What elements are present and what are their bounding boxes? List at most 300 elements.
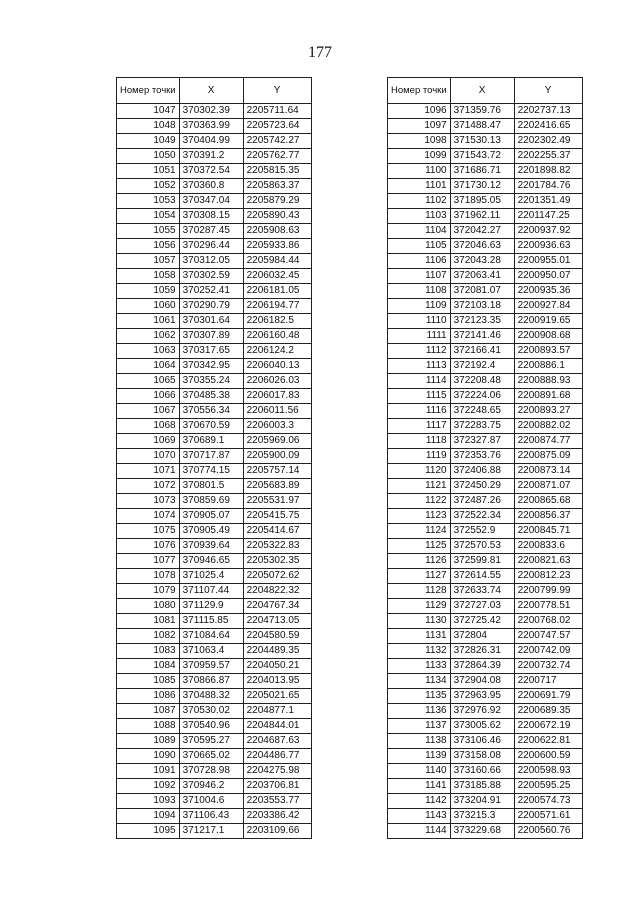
point-number-cell: 1053 — [117, 194, 180, 209]
x-coordinate-cell: 371686.71 — [450, 164, 514, 179]
x-coordinate-cell: 370728.98 — [179, 764, 243, 779]
point-number-cell: 1089 — [117, 734, 180, 749]
table-row — [117, 764, 312, 779]
x-coordinate-cell: 372570.53 — [450, 539, 514, 554]
y-coordinate-cell: 2206003.3 — [243, 419, 311, 434]
table-row — [388, 359, 583, 374]
y-coordinate-cell: 2200571.61 — [514, 809, 582, 824]
x-coordinate-cell: 372552.9 — [450, 524, 514, 539]
x-coordinate-cell: 371359.76 — [450, 104, 514, 119]
y-coordinate-cell: 2205415.75 — [243, 509, 311, 524]
point-number-cell: 1139 — [388, 749, 451, 764]
table-row — [117, 809, 312, 824]
y-coordinate-cell: 2200732.74 — [514, 659, 582, 674]
header-point-number: Номер точки — [117, 78, 180, 104]
table-row — [388, 674, 583, 689]
x-coordinate-cell: 370296.44 — [179, 239, 243, 254]
point-number-cell: 1078 — [117, 569, 180, 584]
point-number-cell: 1051 — [117, 164, 180, 179]
x-coordinate-cell: 370355.24 — [179, 374, 243, 389]
point-number-cell: 1085 — [117, 674, 180, 689]
x-coordinate-cell: 370301.64 — [179, 314, 243, 329]
y-coordinate-cell: 2204844.01 — [243, 719, 311, 734]
table-row — [388, 404, 583, 419]
x-coordinate-cell: 370946.65 — [179, 554, 243, 569]
x-coordinate-cell: 370342.95 — [179, 359, 243, 374]
point-number-cell: 1093 — [117, 794, 180, 809]
point-number-cell: 1055 — [117, 224, 180, 239]
point-number-cell: 1082 — [117, 629, 180, 644]
point-number-cell: 1143 — [388, 809, 451, 824]
point-number-cell: 1075 — [117, 524, 180, 539]
y-coordinate-cell: 2204013.95 — [243, 674, 311, 689]
table-row — [117, 299, 312, 314]
point-number-cell: 1104 — [388, 224, 451, 239]
table-row — [117, 194, 312, 209]
x-coordinate-cell: 370905.49 — [179, 524, 243, 539]
y-coordinate-cell: 2200893.27 — [514, 404, 582, 419]
x-coordinate-cell: 372103.18 — [450, 299, 514, 314]
point-number-cell: 1047 — [117, 104, 180, 119]
x-coordinate-cell: 370774.15 — [179, 464, 243, 479]
y-coordinate-cell: 2205890.43 — [243, 209, 311, 224]
x-coordinate-cell: 372522.34 — [450, 509, 514, 524]
table-row — [117, 209, 312, 224]
y-coordinate-cell: 2200891.68 — [514, 389, 582, 404]
x-coordinate-cell: 372406.88 — [450, 464, 514, 479]
table-row — [388, 419, 583, 434]
x-coordinate-cell: 371025.4 — [179, 569, 243, 584]
y-coordinate-cell: 2205414.67 — [243, 524, 311, 539]
point-number-cell: 1099 — [388, 149, 451, 164]
y-coordinate-cell: 2206011.56 — [243, 404, 311, 419]
y-coordinate-cell: 2205531.97 — [243, 494, 311, 509]
point-number-cell: 1119 — [388, 449, 451, 464]
y-coordinate-cell: 2204877.1 — [243, 704, 311, 719]
y-coordinate-cell: 2204275.98 — [243, 764, 311, 779]
table-row — [388, 209, 583, 224]
point-number-cell: 1057 — [117, 254, 180, 269]
table-row — [388, 314, 583, 329]
y-coordinate-cell: 2200856.37 — [514, 509, 582, 524]
point-number-cell: 1065 — [117, 374, 180, 389]
point-number-cell: 1102 — [388, 194, 451, 209]
point-number-cell: 1108 — [388, 284, 451, 299]
table-row — [117, 419, 312, 434]
x-coordinate-cell: 373204.91 — [450, 794, 514, 809]
point-number-cell: 1125 — [388, 539, 451, 554]
x-coordinate-cell: 372963.95 — [450, 689, 514, 704]
x-coordinate-cell: 370317.65 — [179, 344, 243, 359]
table-row — [388, 104, 583, 119]
x-coordinate-cell: 372614.55 — [450, 569, 514, 584]
point-number-cell: 1136 — [388, 704, 451, 719]
point-number-cell: 1079 — [117, 584, 180, 599]
table-row — [117, 164, 312, 179]
table-row — [388, 629, 583, 644]
point-number-cell: 1087 — [117, 704, 180, 719]
point-number-cell: 1067 — [117, 404, 180, 419]
point-number-cell: 1061 — [117, 314, 180, 329]
x-coordinate-cell: 370287.45 — [179, 224, 243, 239]
y-coordinate-cell: 2205683.89 — [243, 479, 311, 494]
y-coordinate-cell: 2200871.07 — [514, 479, 582, 494]
table-row — [388, 164, 583, 179]
y-coordinate-cell: 2205984.44 — [243, 254, 311, 269]
y-coordinate-cell: 2204822.32 — [243, 584, 311, 599]
x-coordinate-cell: 370488.32 — [179, 689, 243, 704]
table-row — [388, 779, 583, 794]
x-coordinate-cell: 372727.03 — [450, 599, 514, 614]
x-coordinate-cell: 371217.1 — [179, 824, 243, 839]
point-number-cell: 1101 — [388, 179, 451, 194]
table-row — [388, 704, 583, 719]
x-coordinate-cell: 370540.96 — [179, 719, 243, 734]
table-row — [117, 824, 312, 839]
x-coordinate-cell: 371543.72 — [450, 149, 514, 164]
table-row — [117, 644, 312, 659]
table-row — [117, 389, 312, 404]
y-coordinate-cell: 2200595.25 — [514, 779, 582, 794]
table-row — [117, 224, 312, 239]
point-number-cell: 1141 — [388, 779, 451, 794]
x-coordinate-cell: 370939.64 — [179, 539, 243, 554]
coordinates-table-left — [116, 77, 312, 839]
point-number-cell: 1088 — [117, 719, 180, 734]
point-number-cell: 1140 — [388, 764, 451, 779]
x-coordinate-cell: 372123.35 — [450, 314, 514, 329]
point-number-cell: 1121 — [388, 479, 451, 494]
table-row — [388, 449, 583, 464]
y-coordinate-cell: 2200935.36 — [514, 284, 582, 299]
y-coordinate-cell: 2200908.68 — [514, 329, 582, 344]
point-number-cell: 1131 — [388, 629, 451, 644]
x-coordinate-cell: 370905.07 — [179, 509, 243, 524]
x-coordinate-cell: 372141.46 — [450, 329, 514, 344]
y-coordinate-cell: 2205815.35 — [243, 164, 311, 179]
x-coordinate-cell: 372487.26 — [450, 494, 514, 509]
table-row — [117, 464, 312, 479]
x-coordinate-cell: 373229.68 — [450, 824, 514, 839]
y-coordinate-cell: 2200873.14 — [514, 464, 582, 479]
point-number-cell: 1070 — [117, 449, 180, 464]
y-coordinate-cell: 2200742.09 — [514, 644, 582, 659]
point-number-cell: 1052 — [117, 179, 180, 194]
y-coordinate-cell: 2205322.83 — [243, 539, 311, 554]
table-row — [388, 329, 583, 344]
point-number-cell: 1097 — [388, 119, 451, 134]
x-coordinate-cell: 370946.2 — [179, 779, 243, 794]
y-coordinate-cell: 2204687.63 — [243, 734, 311, 749]
point-number-cell: 1105 — [388, 239, 451, 254]
table-header-row — [388, 78, 583, 104]
page-number: 177 — [308, 44, 332, 61]
point-number-cell: 1086 — [117, 689, 180, 704]
table-row — [388, 809, 583, 824]
y-coordinate-cell: 2200768.02 — [514, 614, 582, 629]
table-row — [388, 284, 583, 299]
table-row — [117, 179, 312, 194]
point-number-cell: 1133 — [388, 659, 451, 674]
x-coordinate-cell: 370717.87 — [179, 449, 243, 464]
x-coordinate-cell: 373158.08 — [450, 749, 514, 764]
point-number-cell: 1132 — [388, 644, 451, 659]
y-coordinate-cell: 2206124.2 — [243, 344, 311, 359]
x-coordinate-cell: 370252.41 — [179, 284, 243, 299]
table-row — [117, 104, 312, 119]
table-row — [117, 539, 312, 554]
x-coordinate-cell: 370859.69 — [179, 494, 243, 509]
table-row — [117, 494, 312, 509]
table-row — [117, 479, 312, 494]
x-coordinate-cell: 370372.54 — [179, 164, 243, 179]
point-number-cell: 1058 — [117, 269, 180, 284]
table-row — [117, 404, 312, 419]
point-number-cell: 1054 — [117, 209, 180, 224]
y-coordinate-cell: 2200778.51 — [514, 599, 582, 614]
table-row — [117, 569, 312, 584]
y-coordinate-cell: 2205723.64 — [243, 119, 311, 134]
y-coordinate-cell: 2204489.35 — [243, 644, 311, 659]
x-coordinate-cell: 372599.81 — [450, 554, 514, 569]
y-coordinate-cell: 2202416.65 — [514, 119, 582, 134]
y-coordinate-cell: 2206181.05 — [243, 284, 311, 299]
point-number-cell: 1135 — [388, 689, 451, 704]
header-point-number: Номер точки — [388, 78, 451, 104]
table-row — [117, 374, 312, 389]
table-row — [117, 674, 312, 689]
y-coordinate-cell: 2204050.21 — [243, 659, 311, 674]
point-number-cell: 1107 — [388, 269, 451, 284]
x-coordinate-cell: 370363.99 — [179, 119, 243, 134]
table-row — [388, 269, 583, 284]
y-coordinate-cell: 2200886.1 — [514, 359, 582, 374]
y-coordinate-cell: 2200598.93 — [514, 764, 582, 779]
y-coordinate-cell: 2201351.49 — [514, 194, 582, 209]
y-coordinate-cell: 2205969.06 — [243, 434, 311, 449]
x-coordinate-cell: 372633.74 — [450, 584, 514, 599]
point-number-cell: 1077 — [117, 554, 180, 569]
x-coordinate-cell: 370312.05 — [179, 254, 243, 269]
x-coordinate-cell: 370689.1 — [179, 434, 243, 449]
point-number-cell: 1071 — [117, 464, 180, 479]
table-row — [388, 794, 583, 809]
y-coordinate-cell: 2200833.6 — [514, 539, 582, 554]
table-row — [388, 584, 583, 599]
x-coordinate-cell: 372166.41 — [450, 344, 514, 359]
point-number-cell: 1074 — [117, 509, 180, 524]
table-body-right — [388, 104, 583, 839]
y-coordinate-cell: 2205757.14 — [243, 464, 311, 479]
y-coordinate-cell: 2206040.13 — [243, 359, 311, 374]
table-row — [388, 689, 583, 704]
y-coordinate-cell: 2200936.63 — [514, 239, 582, 254]
table-row — [388, 344, 583, 359]
y-coordinate-cell: 2205302.35 — [243, 554, 311, 569]
table-row — [117, 314, 312, 329]
point-number-cell: 1098 — [388, 134, 451, 149]
table-row — [388, 569, 583, 584]
x-coordinate-cell: 372904.08 — [450, 674, 514, 689]
point-number-cell: 1048 — [117, 119, 180, 134]
point-number-cell: 1100 — [388, 164, 451, 179]
table-row — [388, 224, 583, 239]
x-coordinate-cell: 372327.87 — [450, 434, 514, 449]
x-coordinate-cell: 370360.8 — [179, 179, 243, 194]
table-row — [117, 524, 312, 539]
table-row — [117, 779, 312, 794]
y-coordinate-cell: 2202737.13 — [514, 104, 582, 119]
point-number-cell: 1109 — [388, 299, 451, 314]
x-coordinate-cell: 370670.59 — [179, 419, 243, 434]
x-coordinate-cell: 371107.44 — [179, 584, 243, 599]
header-y: Y — [243, 78, 311, 104]
table-row — [117, 119, 312, 134]
x-coordinate-cell: 372725.42 — [450, 614, 514, 629]
x-coordinate-cell: 372450.29 — [450, 479, 514, 494]
y-coordinate-cell: 2201784.76 — [514, 179, 582, 194]
point-number-cell: 1091 — [117, 764, 180, 779]
point-number-cell: 1096 — [388, 104, 451, 119]
x-coordinate-cell: 370307.89 — [179, 329, 243, 344]
y-coordinate-cell: 2200955.01 — [514, 254, 582, 269]
table-row — [117, 749, 312, 764]
point-number-cell: 1063 — [117, 344, 180, 359]
point-number-cell: 1137 — [388, 719, 451, 734]
point-number-cell: 1113 — [388, 359, 451, 374]
point-number-cell: 1094 — [117, 809, 180, 824]
point-number-cell: 1120 — [388, 464, 451, 479]
x-coordinate-cell: 372042.27 — [450, 224, 514, 239]
table-row — [388, 614, 583, 629]
y-coordinate-cell: 2200622.81 — [514, 734, 582, 749]
table-row — [117, 359, 312, 374]
y-coordinate-cell: 2206026.03 — [243, 374, 311, 389]
y-coordinate-cell: 2206160.48 — [243, 329, 311, 344]
table-row — [117, 344, 312, 359]
point-number-cell: 1116 — [388, 404, 451, 419]
x-coordinate-cell: 370801.5 — [179, 479, 243, 494]
x-coordinate-cell: 370665.02 — [179, 749, 243, 764]
x-coordinate-cell: 372192.4 — [450, 359, 514, 374]
y-coordinate-cell: 2201147.25 — [514, 209, 582, 224]
point-number-cell: 1142 — [388, 794, 451, 809]
point-number-cell: 1049 — [117, 134, 180, 149]
table-row — [388, 134, 583, 149]
x-coordinate-cell: 371530.13 — [450, 134, 514, 149]
table-row — [117, 614, 312, 629]
x-coordinate-cell: 372864.39 — [450, 659, 514, 674]
y-coordinate-cell: 2200874.77 — [514, 434, 582, 449]
y-coordinate-cell: 2205879.29 — [243, 194, 311, 209]
point-number-cell: 1050 — [117, 149, 180, 164]
y-coordinate-cell: 2205908.63 — [243, 224, 311, 239]
point-number-cell: 1076 — [117, 539, 180, 554]
x-coordinate-cell: 371004.6 — [179, 794, 243, 809]
table-row — [117, 689, 312, 704]
point-number-cell: 1090 — [117, 749, 180, 764]
table-row — [117, 629, 312, 644]
table-row — [388, 254, 583, 269]
x-coordinate-cell: 371084.64 — [179, 629, 243, 644]
x-coordinate-cell: 371962.11 — [450, 209, 514, 224]
y-coordinate-cell: 2206032.45 — [243, 269, 311, 284]
point-number-cell: 1064 — [117, 359, 180, 374]
y-coordinate-cell: 2203553.77 — [243, 794, 311, 809]
point-number-cell: 1134 — [388, 674, 451, 689]
table-row — [388, 194, 583, 209]
table-row — [117, 434, 312, 449]
y-coordinate-cell: 2206182.5 — [243, 314, 311, 329]
table-row — [388, 539, 583, 554]
point-number-cell: 1056 — [117, 239, 180, 254]
table-row — [388, 464, 583, 479]
table-row — [117, 794, 312, 809]
x-coordinate-cell: 372063.41 — [450, 269, 514, 284]
x-coordinate-cell: 372248.65 — [450, 404, 514, 419]
y-coordinate-cell: 2206194.77 — [243, 299, 311, 314]
y-coordinate-cell: 2205072.62 — [243, 569, 311, 584]
y-coordinate-cell: 2200919.65 — [514, 314, 582, 329]
y-coordinate-cell: 2205742.27 — [243, 134, 311, 149]
x-coordinate-cell: 372046.63 — [450, 239, 514, 254]
table-row — [388, 239, 583, 254]
table-row — [388, 494, 583, 509]
x-coordinate-cell: 372081.07 — [450, 284, 514, 299]
x-coordinate-cell: 371730.12 — [450, 179, 514, 194]
table-row — [388, 179, 583, 194]
table-row — [388, 554, 583, 569]
point-number-cell: 1110 — [388, 314, 451, 329]
table-row — [117, 254, 312, 269]
x-coordinate-cell: 370391.2 — [179, 149, 243, 164]
x-coordinate-cell: 370302.39 — [179, 104, 243, 119]
point-number-cell: 1112 — [388, 344, 451, 359]
y-coordinate-cell: 2200875.09 — [514, 449, 582, 464]
point-number-cell: 1072 — [117, 479, 180, 494]
point-number-cell: 1103 — [388, 209, 451, 224]
y-coordinate-cell: 2205762.77 — [243, 149, 311, 164]
y-coordinate-cell: 2204486.77 — [243, 749, 311, 764]
point-number-cell: 1127 — [388, 569, 451, 584]
x-coordinate-cell: 370347.04 — [179, 194, 243, 209]
table-row — [388, 299, 583, 314]
y-coordinate-cell: 2205021.65 — [243, 689, 311, 704]
y-coordinate-cell: 2204713.05 — [243, 614, 311, 629]
x-coordinate-cell: 371129.9 — [179, 599, 243, 614]
x-coordinate-cell: 370866.87 — [179, 674, 243, 689]
table-row — [388, 374, 583, 389]
header-x: X — [450, 78, 514, 104]
point-number-cell: 1069 — [117, 434, 180, 449]
y-coordinate-cell: 2204767.34 — [243, 599, 311, 614]
x-coordinate-cell: 372043.28 — [450, 254, 514, 269]
y-coordinate-cell: 2205863.37 — [243, 179, 311, 194]
point-number-cell: 1130 — [388, 614, 451, 629]
y-coordinate-cell: 2203706.81 — [243, 779, 311, 794]
x-coordinate-cell: 370530.02 — [179, 704, 243, 719]
point-number-cell: 1114 — [388, 374, 451, 389]
x-coordinate-cell: 371063.4 — [179, 644, 243, 659]
y-coordinate-cell: 2206017.83 — [243, 389, 311, 404]
y-coordinate-cell: 2203386.42 — [243, 809, 311, 824]
point-number-cell: 1092 — [117, 779, 180, 794]
x-coordinate-cell: 372283.75 — [450, 419, 514, 434]
table-row — [117, 134, 312, 149]
point-number-cell: 1084 — [117, 659, 180, 674]
header-x: X — [179, 78, 243, 104]
y-coordinate-cell: 2200560.76 — [514, 824, 582, 839]
